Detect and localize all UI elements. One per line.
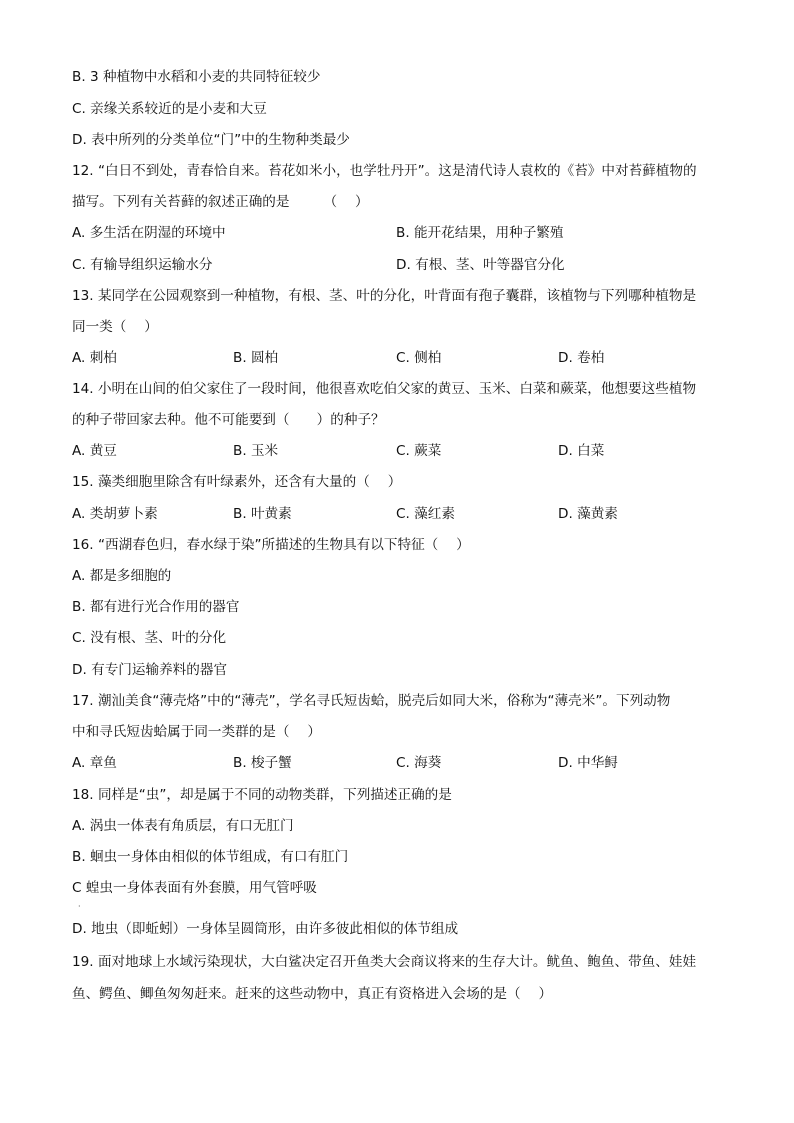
q14-option-b: B. 玉米: [233, 443, 279, 459]
q14-option-a: A. 黄豆: [72, 443, 117, 459]
q13-stem-line2: 同一类（ ）: [72, 319, 158, 335]
stray-dot: ·: [78, 902, 81, 911]
q15-option-a: A. 类胡萝卜素: [72, 506, 158, 522]
q13-option-a: A. 刺柏: [72, 350, 117, 366]
q16-option-d: D. 有专门运输养料的器官: [72, 662, 228, 678]
q13-stem-line1: 13. 某同学在公园观察到一种植物，有根、茎、叶的分化，叶背面有孢子囊群，该植物与下列哪种植物是: [72, 288, 697, 304]
q17-option-d: D. 中华鲟: [558, 755, 618, 771]
q15-option-d: D. 藻黄素: [558, 506, 618, 522]
q18-option-a: A. 涡虫一体表有角质层，有口无肛门: [72, 818, 294, 834]
q17-option-b: B. 梭子蟹: [233, 755, 292, 771]
q11-option-b: B. 3 种植物中水稻和小麦的共同特征较少: [72, 69, 321, 85]
q17-stem-line2: 中和寻氏短齿蛤属于同一类群的是（ ）: [72, 724, 322, 740]
q13-option-d: D. 卷柏: [558, 350, 605, 366]
q19-stem-line1: 19. 面对地球上水域污染现状，大白鲨决定召开鱼类大会商议将来的生存大计。鱿鱼、鲍鱼、带鱼、娃娃: [72, 954, 697, 970]
q12-stem-line1: 12. “白日不到处，青春恰自来。苔花如米小，也学牡丹开”。这是清代诗人袁枚的《苔》中对苔藓植物的: [72, 163, 697, 179]
q16-stem: 16. “西湖春色归，春水绿于染”所描述的生物具有以下特征（ ）: [72, 537, 470, 553]
q11-option-d: D. 表中所列的分类单位“门”中的生物种类最少: [72, 132, 350, 148]
q12-option-b: B. 能开花结果，用种子繁殖: [396, 225, 564, 241]
q15-stem: 15. 藻类细胞里除含有叶绿素外，还含有大量的（ ）: [72, 474, 402, 490]
q17-stem-line1: 17. 潮汕美食“薄壳烙”中的“薄壳”，学名寻氏短齿蛤，脱壳后如同大米，俗称为“薄壳米”。下列动物: [72, 693, 671, 709]
q16-option-c: C. 没有根、茎、叶的分化: [72, 630, 227, 646]
q14-stem-line2: 的种子带回家去种。他不可能要到（ ）的种子？: [72, 412, 385, 428]
q14-stem-line1: 14. 小明在山间的伯父家住了一段时间，他很喜欢吃伯父家的黄豆、玉米、白菜和蕨菜，他想要这些植物: [72, 381, 697, 397]
q16-option-b: B. 都有进行光合作用的器官: [72, 599, 240, 615]
q18-option-b: B. 蛔虫一身体由相似的体节组成，有口有肛门: [72, 849, 349, 865]
q12-option-a: A. 多生活在阴湿的环境中: [72, 225, 226, 241]
q12-option-c: C. 有输导组织运输水分: [72, 257, 213, 273]
q14-option-d: D. 白菜: [558, 443, 605, 459]
q12-stem-line2: 描写。下列有关苔藓的叙述正确的是 （ ）: [72, 194, 369, 210]
q18-option-c: C 蝗虫一身体表面有外套膜，用气管呼吸: [72, 880, 317, 896]
q12-option-d: D. 有根、茎、叶等器官分化: [396, 257, 565, 273]
q18-stem: 18. 同样是“虫”，却是属于不同的动物类群，下列描述正确的是: [72, 787, 452, 803]
q15-option-b: B. 叶黄素: [233, 506, 292, 522]
q18-option-d: D. 地虫（即蚯蚓）一身体呈圆筒形，由许多彼此相似的体节组成: [72, 921, 459, 937]
q13-option-c: C. 侧柏: [396, 350, 442, 366]
q19-stem-line2: 鱼、鳄鱼、鲫鱼匆匆赶来。赶来的这些动物中，真正有资格进入会场的是（ ）: [72, 986, 553, 1002]
q17-option-c: C. 海葵: [396, 755, 442, 771]
q16-option-a: A. 都是多细胞的: [72, 568, 172, 584]
q14-option-c: C. 蕨菜: [396, 443, 442, 459]
q13-option-b: B. 圆柏: [233, 350, 279, 366]
q15-option-c: C. 藻红素: [396, 506, 455, 522]
q17-option-a: A. 章鱼: [72, 755, 117, 771]
q11-option-c: C. 亲缘关系较近的是小麦和大豆: [72, 101, 267, 117]
